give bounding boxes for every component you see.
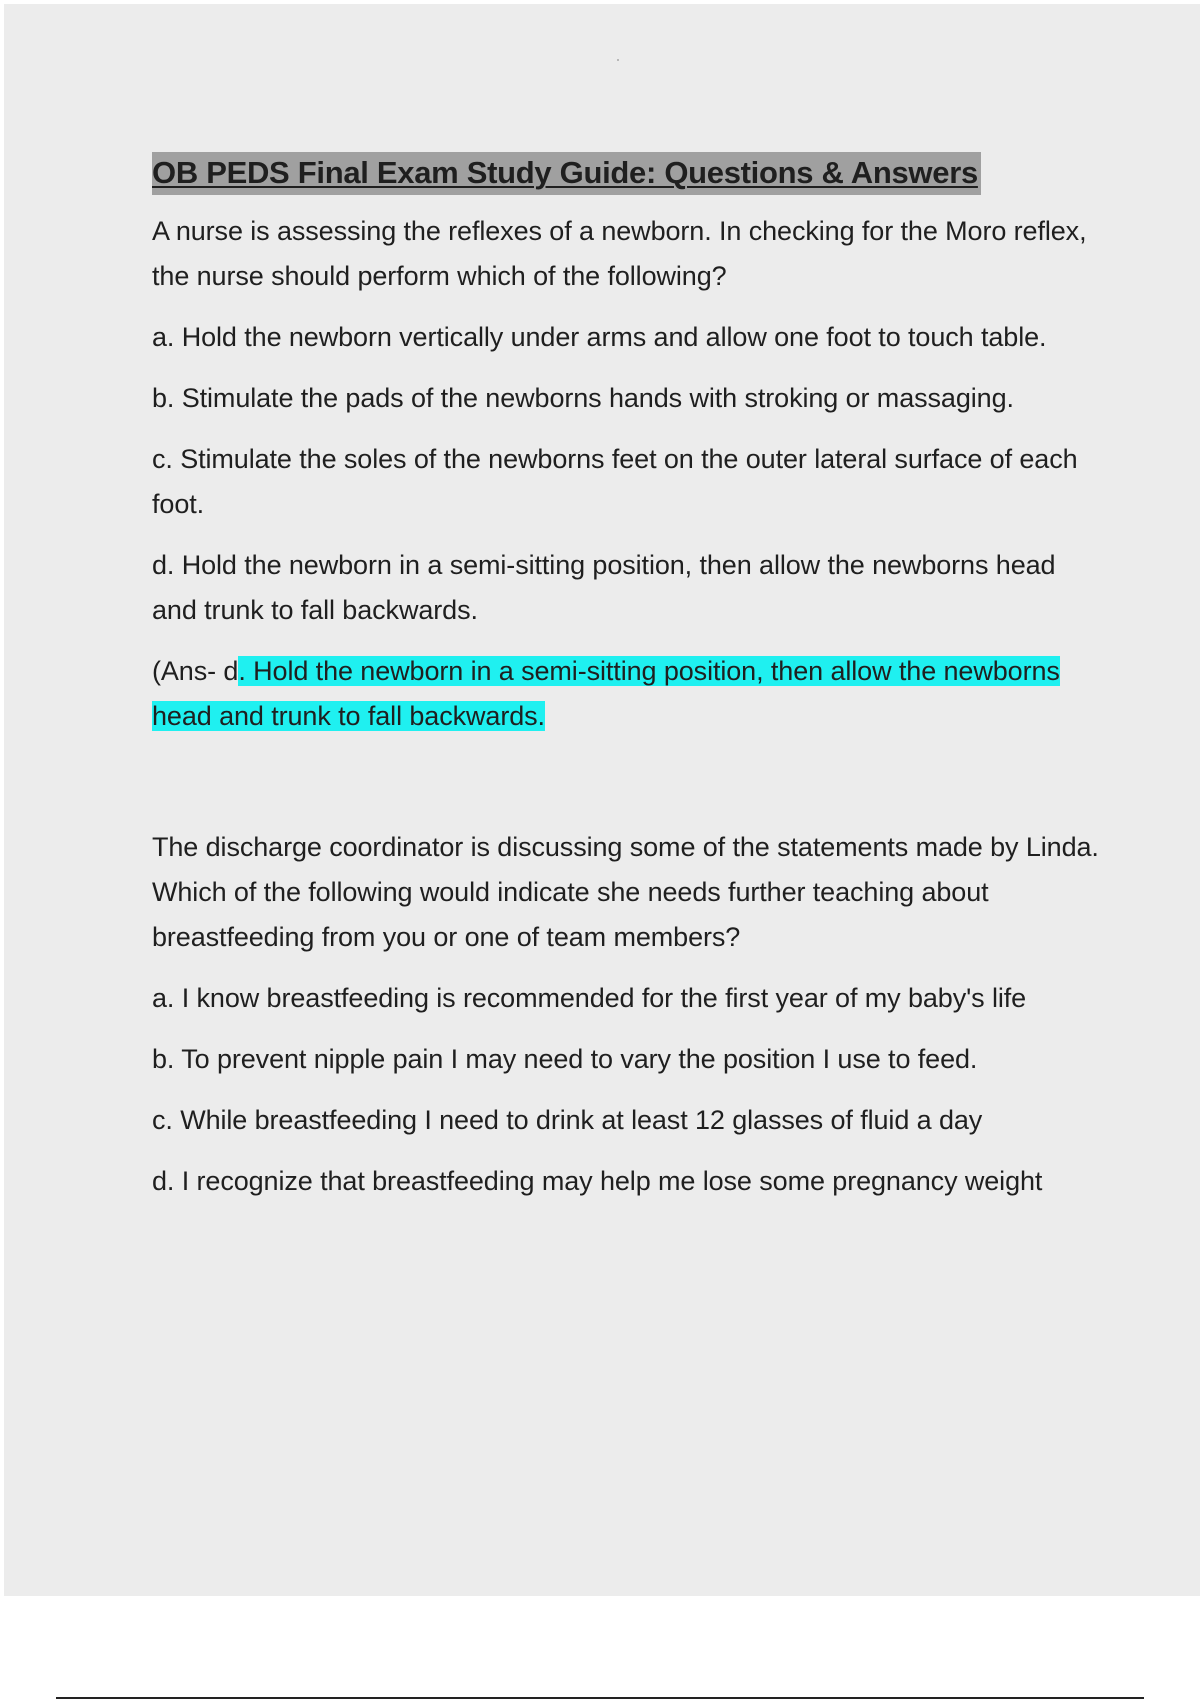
document-page: [4, 4, 1200, 1596]
document-content: [152, 152, 1102, 1220]
answer-option-a: a. I know breastfeeding is recommended for the first year of my baby's life: [152, 983, 1027, 1013]
answer-option-b: b. Stimulate the pads of the newborns hands with stroking or massaging.: [152, 383, 1014, 413]
footer-divider: [56, 1697, 1144, 1699]
answer-option-d: d. Hold the newborn in a semi-sitting position, then allow the newborns head and trunk to fall backwards.: [152, 550, 1056, 625]
answer-option-a: a. Hold the newborn vertically under arms and allow one foot to touch table.: [152, 322, 1047, 352]
question-block-2: [152, 825, 1102, 1204]
answer-key: [152, 649, 1102, 739]
answer-option-b: b. To prevent nipple pain I may need to vary the position I use to feed.: [152, 1044, 978, 1074]
answer-key-highlighted-text: . Hold the newborn in a semi-sitting position, then allow the newborns head and trunk to fall backwards.: [152, 656, 1060, 731]
question-stem: A nurse is assessing the reflexes of a newborn. In checking for the Moro reflex, the nurse should perform which of the following?: [152, 216, 1087, 291]
answer-option-c: c. While breastfeeding I need to drink at least 12 glasses of fluid a day: [152, 1105, 983, 1135]
answer-key-prefix: (Ans- d: [152, 656, 239, 686]
answer-option-d: d. I recognize that breastfeeding may help me lose some pregnancy weight: [152, 1166, 1043, 1196]
answer-option-c: c. Stimulate the soles of the newborns feet on the outer lateral surface of each foot.: [152, 444, 1078, 519]
question-stem: The discharge coordinator is discussing some of the statements made by Linda. Which of the following would indicate she needs further teaching about breastfeeding from you or one of team members?: [152, 832, 1099, 952]
question-block-1: [152, 209, 1102, 739]
question-spacer: [152, 755, 1102, 825]
page-speck: [617, 59, 619, 61]
document-title: OB PEDS Final Exam Study Guide: Questions & Answers: [152, 152, 981, 195]
